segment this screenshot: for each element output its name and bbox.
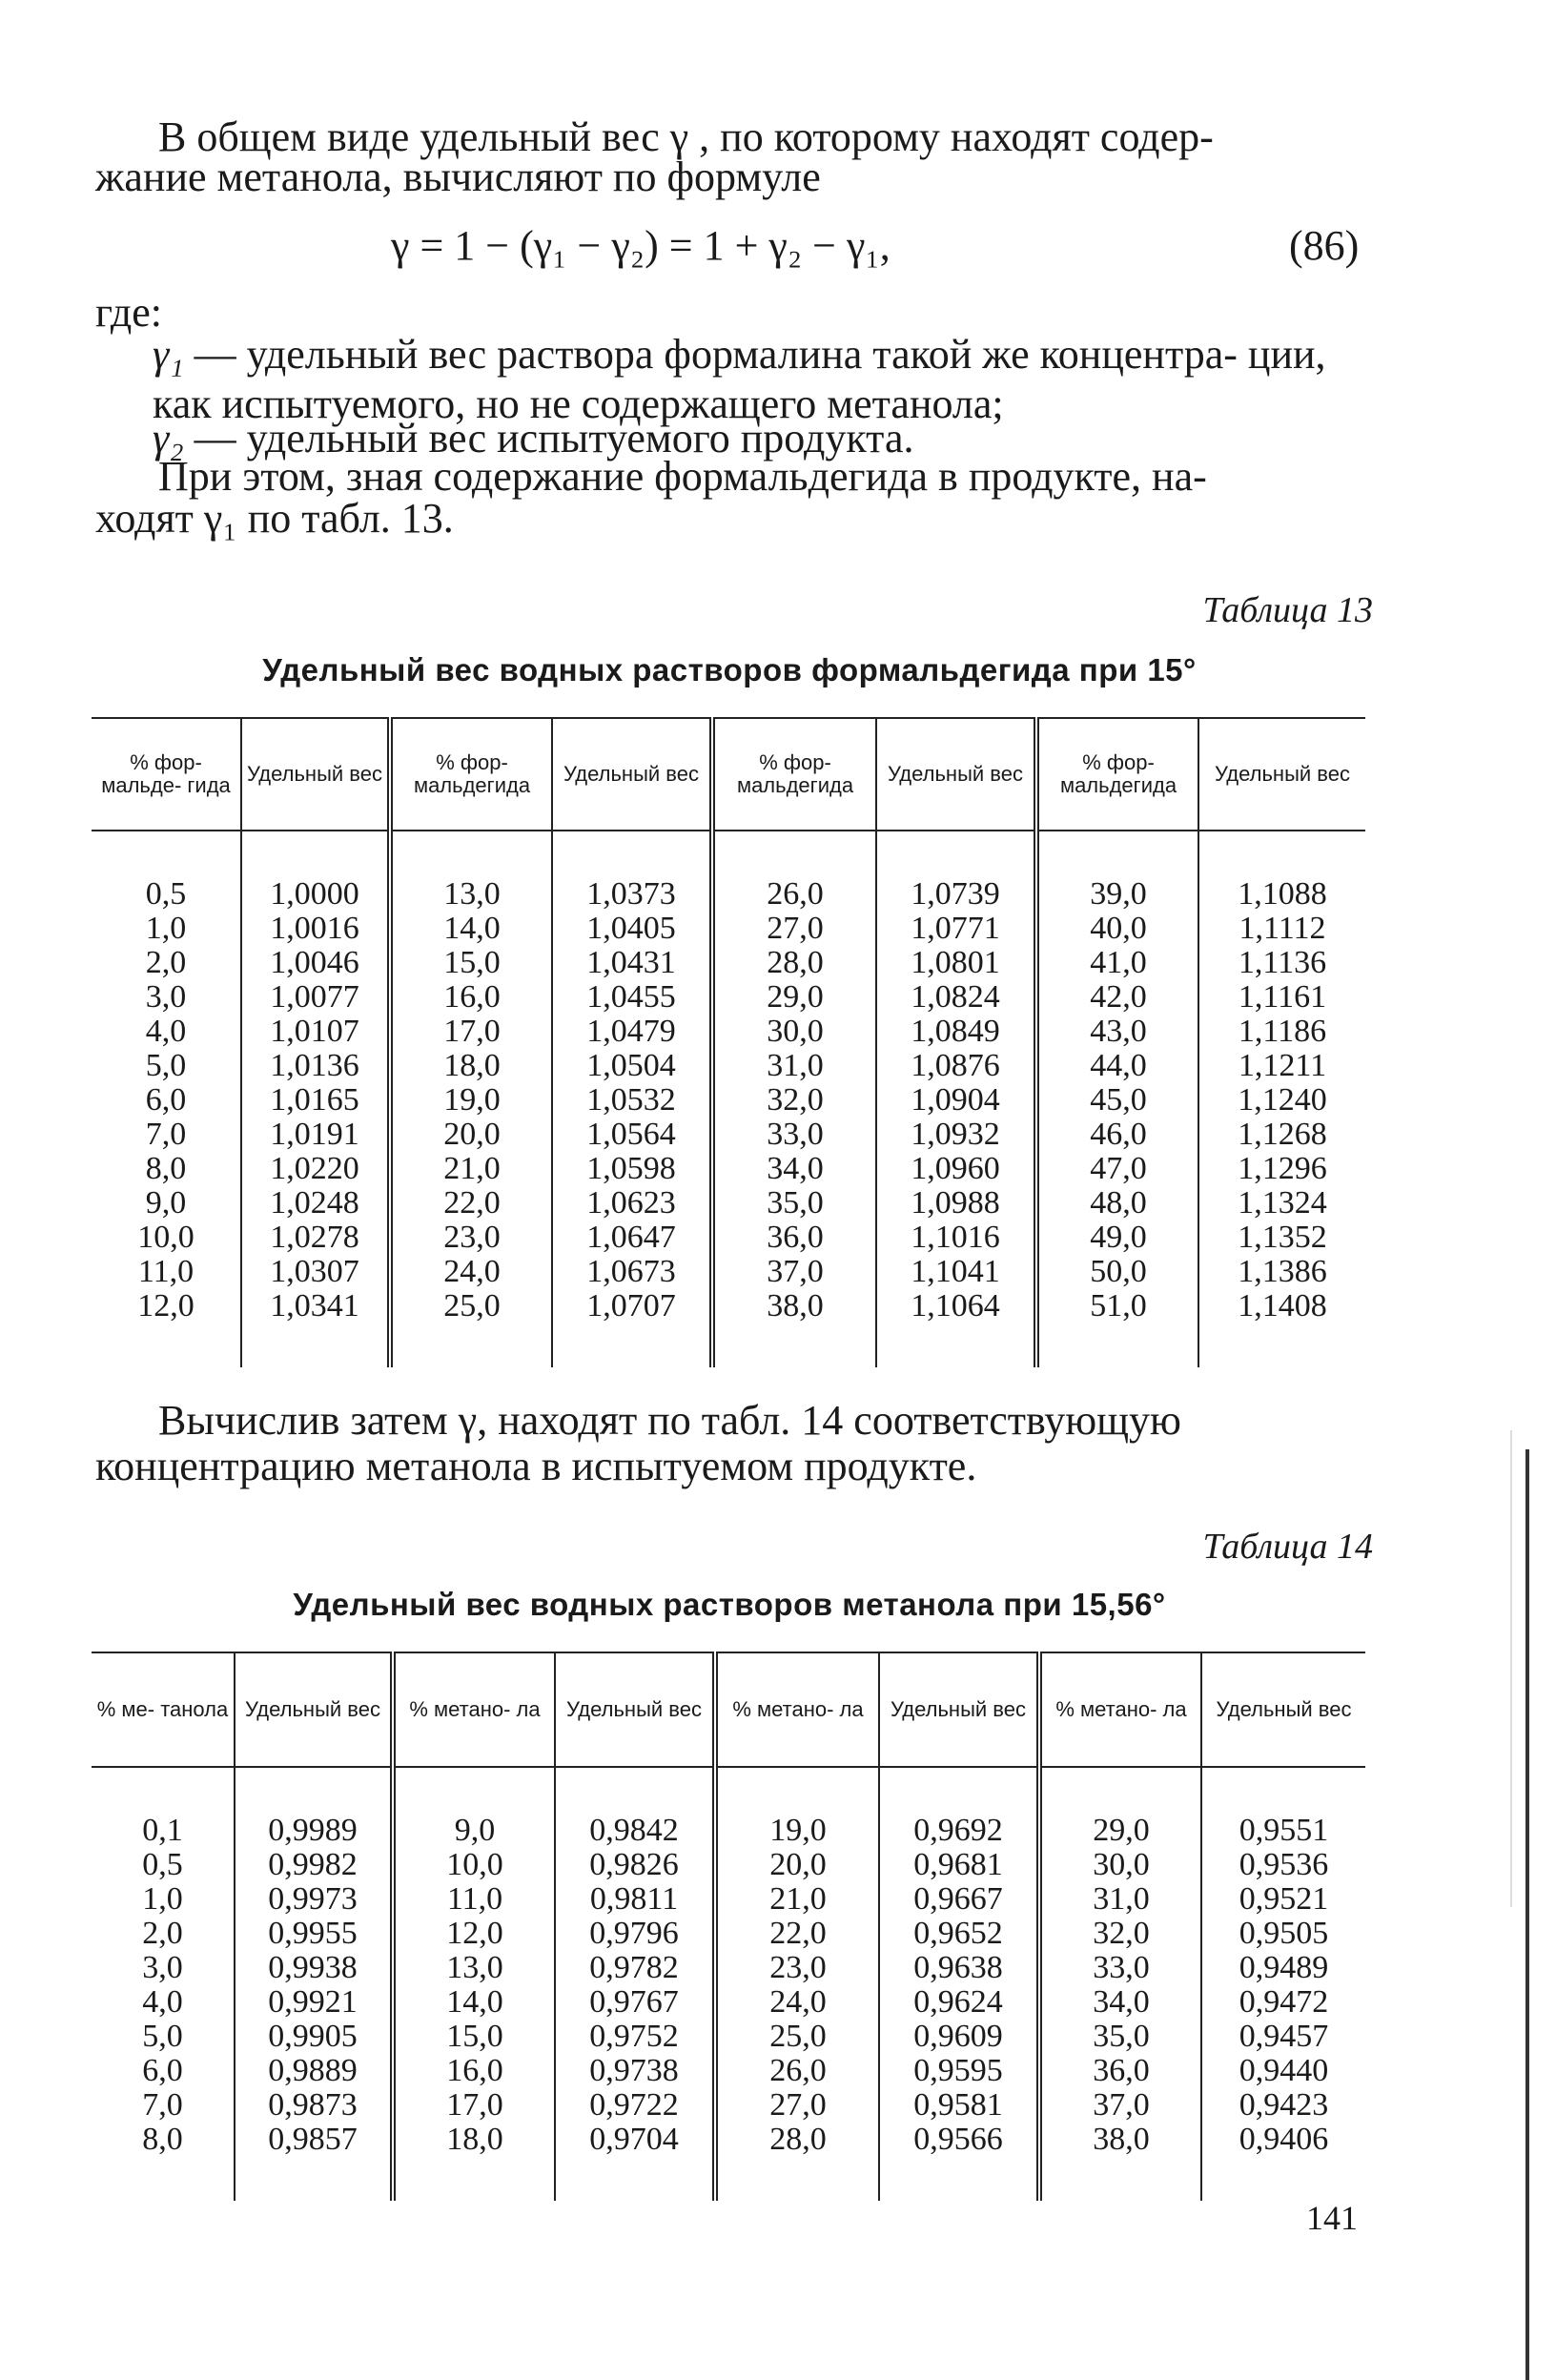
table14-header: Удельный вес — [235, 1652, 393, 1767]
definition-text: — удельный вес испытуемого продукта. — [194, 415, 914, 462]
table14-header: % метано- ла — [715, 1652, 879, 1767]
table13-header: % фор- мальде- гида — [92, 718, 241, 831]
table14-column: 29,0 30,0 31,0 32,0 33,0 34,0 35,0 36,0 37,0 38,0 — [1039, 1767, 1201, 2201]
formula: γ = 1 − (γ₁ − γ₂) = 1 + γ₂ − γ₁, — [391, 222, 891, 269]
table13-column: 1,0373 1,0405 1,0431 1,0455 1,0479 1,0504 1,0532 1,0564 1,0598 1,0623 1,0647 1,0673 1,0707 — [552, 831, 712, 1367]
table14-header: % метано- ла — [393, 1652, 555, 1767]
definition-symbol: γ₁ — [153, 331, 184, 378]
table14-header: Удельный вес — [879, 1652, 1039, 1767]
table14-column: 9,0 10,0 11,0 12,0 13,0 14,0 15,0 16,0 17,0 18,0 — [393, 1767, 555, 2201]
para3-line-2: концентрацию метанола в испытуемом продукте. — [95, 1443, 977, 1489]
table14-title: Удельный вес водных растворов метанола при 15,56° — [293, 1587, 1166, 1622]
table14 — [92, 1652, 1365, 2201]
table14-header: Удельный вес — [555, 1652, 715, 1767]
page-number: 141 — [1306, 2199, 1358, 2237]
para3-line-1: Вычислив затем γ, находят по табл. 14 соответствующую — [158, 1397, 1181, 1444]
table13-column: 26,0 27,0 28,0 29,0 30,0 31,0 32,0 33,0 34,0 35,0 36,0 37,0 38,0 — [712, 831, 876, 1367]
table13-header: Удельный вес — [241, 718, 390, 831]
table14-column: 0,9692 0,9681 0,9667 0,9652 0,9638 0,9624 0,9609 0,9595 0,9581 0,9566 — [879, 1767, 1039, 2201]
table14-column: 0,9551 0,9536 0,9521 0,9505 0,9489 0,9472 0,9457 0,9440 0,9423 0,9406 — [1201, 1767, 1365, 2201]
table13-column: 1,1088 1,1112 1,1136 1,1161 1,1186 1,1211 1,1240 1,1268 1,1296 1,1324 1,1352 1,1386 1,1408 — [1198, 831, 1365, 1367]
table13-header: % фор- мальдегида — [390, 718, 552, 831]
definition-text: — удельный вес раствора формалина такой же концентра- ции, как испытуемого, но не содержащего метанола; — [153, 331, 1326, 427]
definition-symbol: γ₂ — [153, 415, 184, 462]
table14-column: 0,9989 0,9982 0,9973 0,9955 0,9938 0,9921 0,9905 0,9889 0,9873 0,9857 — [235, 1767, 393, 2201]
scan-shadow — [1510, 1430, 1512, 1907]
table13 — [92, 717, 1365, 1367]
table13-column: 1,0000 1,0016 1,0046 1,0077 1,0107 1,0136 1,0165 1,0191 1,0220 1,0248 1,0278 1,0307 1,0341 — [241, 831, 390, 1367]
table13-header: % фор- мальдегида — [712, 718, 876, 831]
para2-line-1: При этом, зная содержание формальдегида в продукте, на- — [158, 453, 1207, 500]
intro-line-2: жание метанола, вычисляют по формуле — [95, 154, 821, 200]
table14-caption: Таблица 14 — [1202, 1527, 1373, 1567]
table13-header: Удельный вес — [552, 718, 712, 831]
table14-column: 0,1 0,5 1,0 2,0 3,0 4,0 5,0 6,0 7,0 8,0 — [142, 1813, 183, 2157]
table13-header: Удельный вес — [1198, 718, 1365, 831]
table14-header: % ме- танола — [92, 1652, 235, 1767]
table14-header: Удельный вес — [1201, 1652, 1365, 1767]
table13-title: Удельный вес водных растворов формальдегида при 15° — [262, 652, 1197, 687]
table14-column: 19,0 20,0 21,0 22,0 23,0 24,0 25,0 26,0 27,0 28,0 — [715, 1767, 879, 2201]
table13-header: Удельный вес — [876, 718, 1036, 831]
where-label: где: — [95, 289, 162, 336]
table14-header: % метано- ла — [1039, 1652, 1201, 1767]
table13-column: 0,5 1,0 2,0 3,0 4,0 5,0 6,0 7,0 8,0 9,0 10,0 11,0 12,0 — [137, 876, 194, 1323]
table13-column: 39,0 40,0 41,0 42,0 43,0 44,0 45,0 46,0 47,0 48,0 49,0 50,0 51,0 — [1036, 831, 1198, 1367]
table13-caption: Таблица 13 — [1202, 590, 1373, 630]
table14-column: 0,9842 0,9826 0,9811 0,9796 0,9782 0,9767 0,9752 0,9738 0,9722 0,9704 — [555, 1767, 715, 2201]
intro-line-1: В общем виде удельный вес γ , по которому находят содер- — [158, 113, 1214, 160]
para2-line-2: ходят γ₁ по табл. 13. — [95, 495, 454, 542]
table13-column: 13,0 14,0 15,0 16,0 17,0 18,0 19,0 20,0 21,0 22,0 23,0 24,0 25,0 — [390, 831, 552, 1367]
formula-number: (86) — [1289, 222, 1360, 269]
table13-header: % фор- мальдегида — [1036, 718, 1198, 831]
table13-column: 1,0739 1,0771 1,0801 1,0824 1,0849 1,0876 1,0904 1,0932 1,0960 1,0988 1,1016 1,1041 1,1064 — [876, 831, 1036, 1367]
scan-edge-line — [1525, 1449, 1529, 2380]
